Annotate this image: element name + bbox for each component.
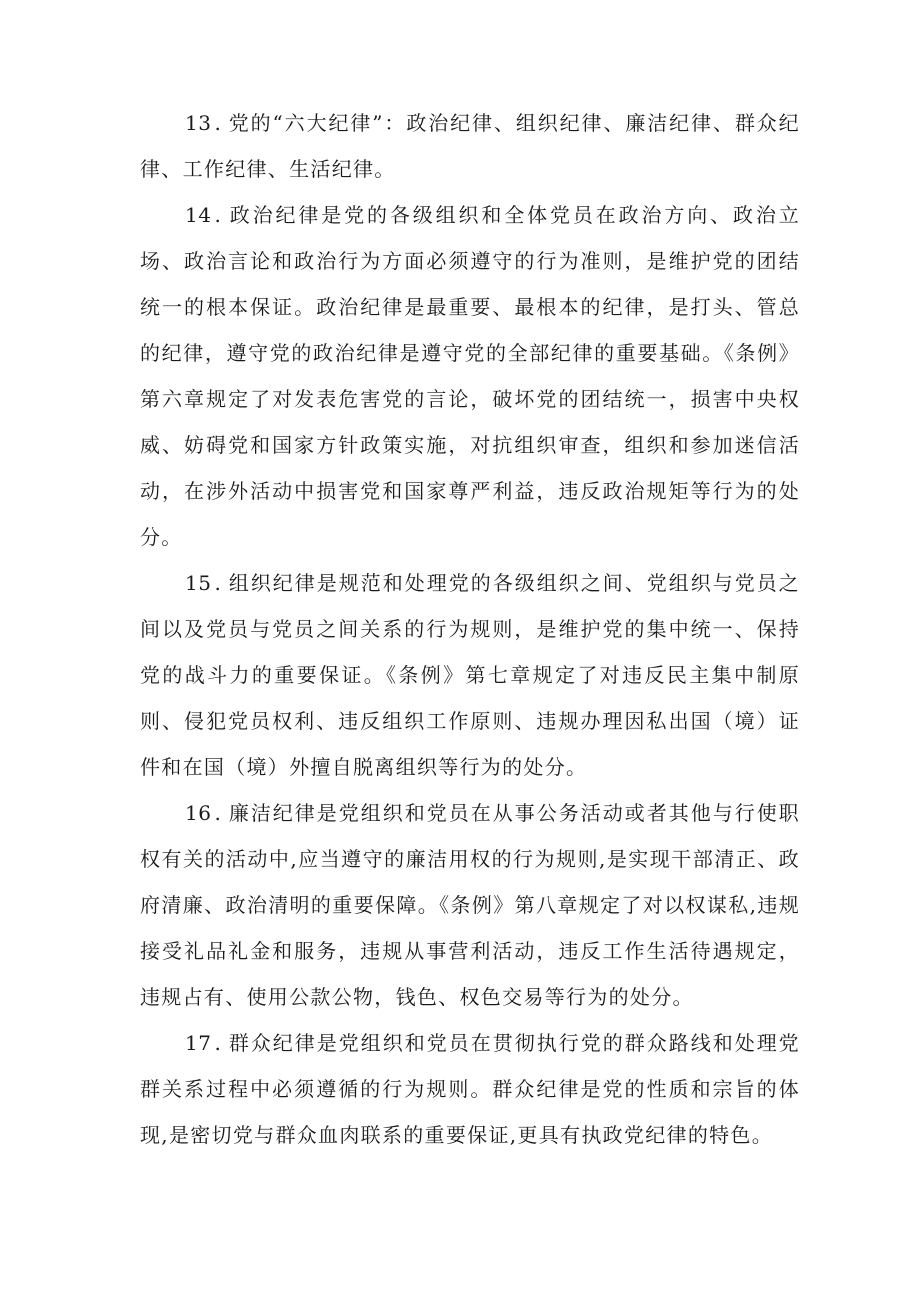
paragraph-separator: . [214,801,223,825]
paragraph-text: 政治纪律是党的各级组织和全体党员在政治方向、政治立场、政治言论和政治行为方面必须遵守的行为准则，是维护党的团结统一的根本保证。政治纪律是最重要、最根本的纪律，是打头、管总的纪律，遵守党的政治纪律是遵守党的全部纪律的重要基础。《条例》第六章规定了对发表危害党的言论，破坏党的团结统一，损害中央权威、妨碍党和国家方针政策实施，对抗组织审查，组织和参加迷信活动，在涉外活动中损害党和国家尊严利益，违反政治规矩等行为的处分。 [140,203,800,549]
paragraph-13 [140,100,800,192]
paragraph-text: 群众纪律是党组织和党员在贯彻执行党的群众路线和处理党群关系过程中必须遵循的行为规则。群众纪律是党的性质和宗旨的体现,是密切党与群众血肉联系的重要保证,更具有执政党纪律的特色。 [140,1031,800,1147]
paragraph-number: 14 [185,203,212,227]
paragraph-separator: . [214,571,223,595]
paragraph-separator: . [214,203,223,227]
paragraph-number: 15 [185,571,212,595]
paragraph-number: 13 [185,111,212,135]
paragraph-number: 16 [185,801,212,825]
paragraph-text: 廉洁纪律是党组织和党员在从事公务活动或者其他与行使职权有关的活动中,应当遵守的廉洁用权的行为规则,是实现干部清正、政府清廉、政治清明的重要保障。《条例》第八章规定了对以权谋私,违规接受礼品礼金和服务，违规从事营利活动，违反工作生活待遇规定，违规占有、使用公款公物，钱色、权色交易等行为的处分。 [140,801,800,1009]
paragraph-separator: . [214,1031,223,1055]
paragraph-separator: . [214,111,223,135]
paragraph-text: 党的“六大纪律”：政治纪律、组织纪律、廉洁纪律、群众纪律、工作纪律、生活纪律。 [140,111,800,181]
document-body [140,100,800,1158]
paragraph-15 [140,560,800,790]
paragraph-14 [140,192,800,560]
paragraph-17 [140,1020,800,1158]
paragraph-text: 组织纪律是规范和处理党的各级组织之间、党组织与党员之间以及党员与党员之间关系的行为规则，是维护党的集中统一、保持党的战斗力的重要保证。《条例》第七章规定了对违反民主集中制原则、侵犯党员权利、违反组织工作原则、违规办理因私出国（境）证件和在国（境）外擅自脱离组织等行为的处分。 [140,571,800,779]
paragraph-number: 17 [185,1031,212,1055]
paragraph-16 [140,790,800,1020]
